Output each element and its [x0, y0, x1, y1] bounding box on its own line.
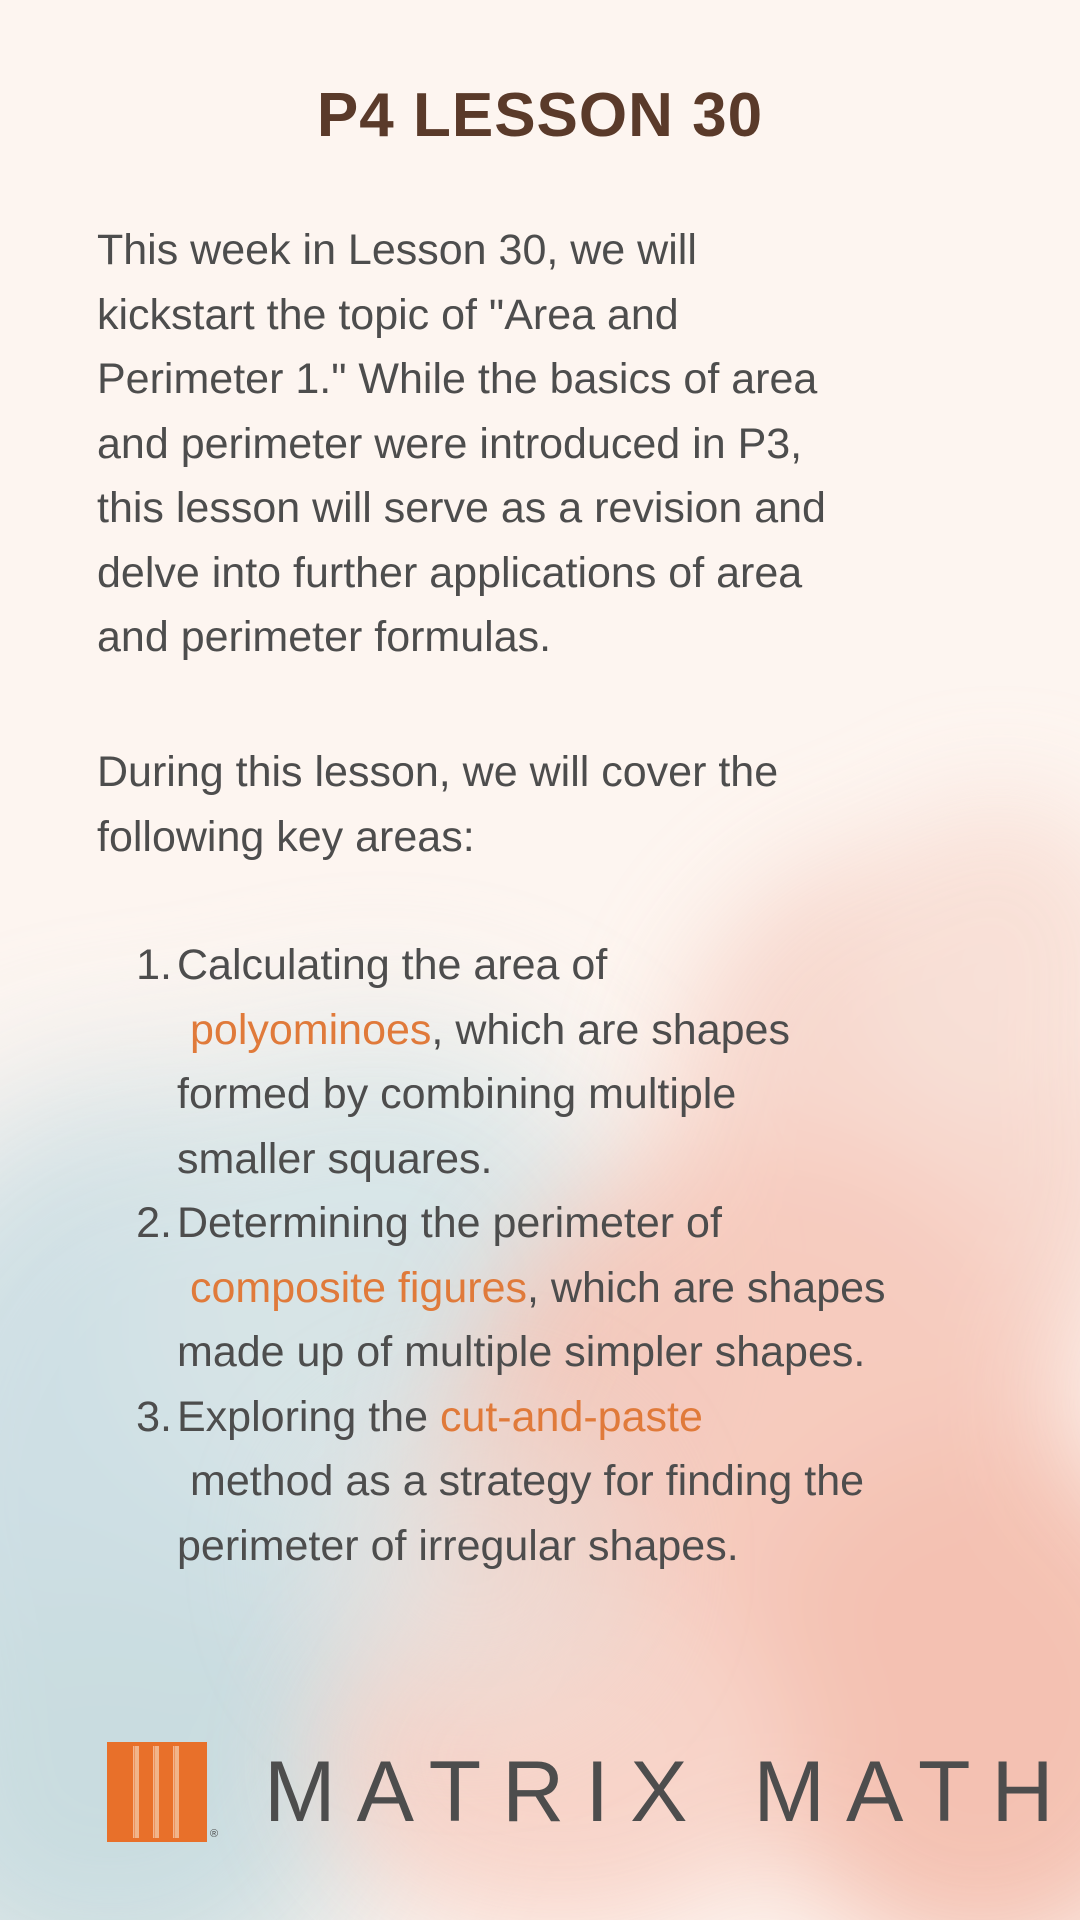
list-item-text: method as a strategy for finding the — [190, 1457, 865, 1505]
list-item-line: Calculating the area of — [177, 941, 608, 989]
page-title: P4 LESSON 30 — [316, 81, 764, 150]
highlight-term: composite figures — [190, 1263, 527, 1312]
key-areas-list — [0, 933, 1080, 1578]
list-item-line: made up of multiple simpler shapes. — [177, 1328, 866, 1376]
list-item-text: , which are shapes — [527, 1263, 886, 1312]
intro-line: and perimeter formulas. — [97, 613, 552, 661]
list-item-line: smaller squares. — [177, 1134, 493, 1183]
intro-line: This week in Lesson 30, we will — [97, 226, 697, 274]
list-item-line — [177, 1256, 1040, 1321]
list-item — [0, 1385, 1080, 1579]
list-item-line: formed by combining multiple — [177, 1070, 737, 1118]
list-item — [0, 933, 1080, 1191]
list-item-text: Exploring the — [177, 1392, 440, 1441]
list-item-line: Determining the perimeter of — [177, 1199, 722, 1247]
highlight-term: cut-and-paste — [439, 1392, 703, 1441]
list-item-line — [177, 1385, 1040, 1450]
intro-paragraph — [97, 218, 997, 670]
lead-in-line: following key areas: — [97, 812, 475, 861]
list-item — [0, 1191, 1080, 1385]
list-item-line: perimeter of irregular shapes. — [177, 1521, 739, 1570]
list-item-number: 2. — [136, 1199, 172, 1247]
registered-mark: ® — [210, 1828, 219, 1840]
list-item-line — [177, 998, 1040, 1063]
intro-line: delve into further applications of area — [97, 548, 803, 597]
list-item-number: 3. — [136, 1392, 172, 1441]
lead-in-line: During this lesson, we will cover the — [97, 748, 779, 796]
list-item-line — [177, 1449, 1040, 1514]
brand-logo — [107, 1742, 1080, 1842]
list-item-text: , which are shapes — [431, 1005, 790, 1054]
lead-in-paragraph — [97, 740, 997, 869]
matrix-math-logo-icon — [107, 1742, 207, 1842]
intro-line: Perimeter 1." While the basics of area — [97, 355, 818, 403]
list-item-number: 1. — [136, 941, 172, 989]
intro-line: this lesson will serve as a revision and — [97, 484, 826, 532]
brand-name: MATRIX MATH — [264, 1744, 1075, 1840]
intro-line: kickstart the topic of "Area and — [97, 290, 679, 339]
highlight-term: polyominoes — [190, 1005, 432, 1054]
intro-line: and perimeter were introduced in P3, — [97, 419, 803, 468]
